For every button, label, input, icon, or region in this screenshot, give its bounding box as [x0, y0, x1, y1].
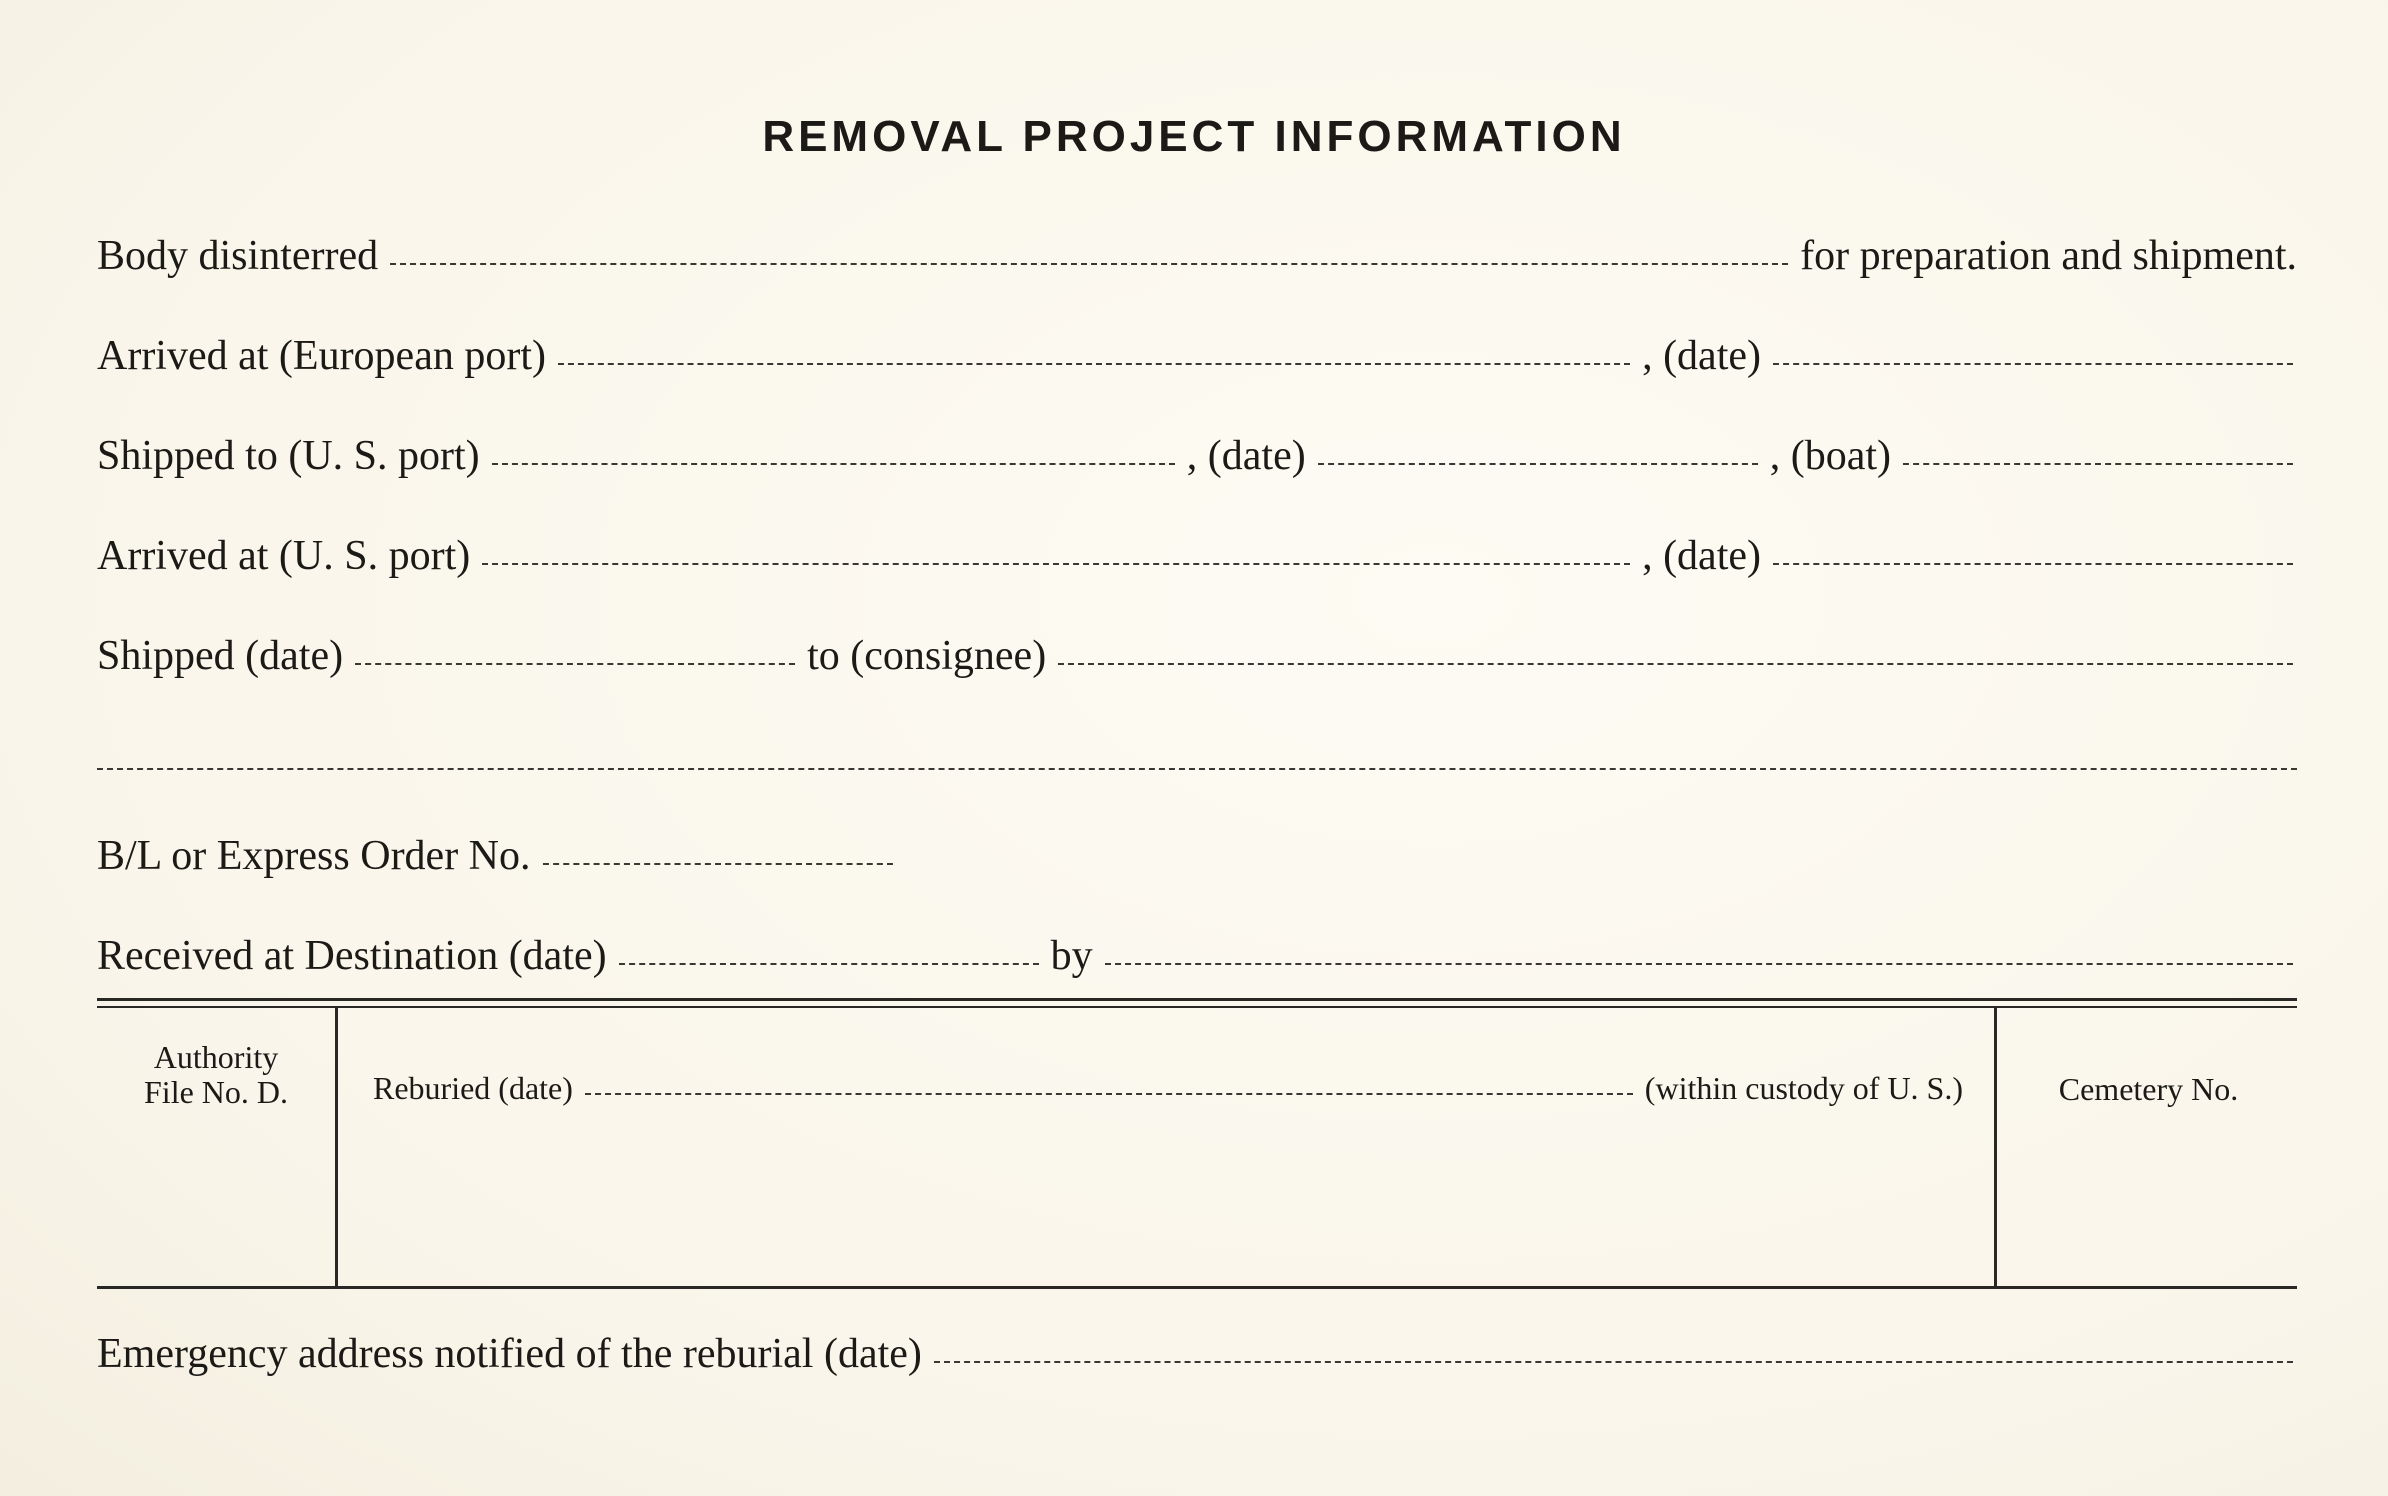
arrived-us-date-field[interactable]: [1773, 563, 2293, 565]
body-disinterred-suffix: for preparation and shipment.: [1800, 233, 2297, 279]
bl-order-label: B/L or Express Order No.: [97, 833, 531, 879]
column-divider-left: [335, 1008, 338, 1286]
arrived-european-row: [97, 332, 2297, 380]
emergency-label: Emergency address notified of the reburial (date): [97, 1331, 922, 1377]
shipped-date-row: [97, 632, 2297, 680]
consignee-field[interactable]: [1058, 663, 2293, 665]
consignee-continuation-field[interactable]: [97, 768, 2297, 770]
body-disinterred-label: Body disinterred: [97, 233, 379, 279]
custody-label: (within custody of U. S.): [1644, 1070, 1963, 1106]
shipped-date-field[interactable]: [355, 663, 795, 665]
received-label: Received at Destination (date): [97, 933, 607, 979]
authority-label-line1: Authority: [153, 1039, 279, 1075]
column-divider-right: [1994, 1008, 1997, 1286]
body-disinterred-field[interactable]: [390, 263, 1788, 265]
us-port-field[interactable]: [492, 463, 1175, 465]
boat-field[interactable]: [1903, 463, 2293, 465]
arrived-european-date-field[interactable]: [1773, 363, 2293, 365]
cemetery-no-label: Cemetery No.: [2058, 1071, 2239, 1107]
received-row: [97, 932, 2297, 980]
shipped-date-label: Shipped (date): [97, 633, 344, 679]
authority-file-label: [110, 1040, 322, 1110]
arrived-us-row: [97, 532, 2297, 580]
bl-order-field[interactable]: [543, 863, 893, 865]
authority-label-line2: File No. D.: [144, 1074, 288, 1110]
bl-order-row: [97, 832, 2297, 880]
reburied-date-field[interactable]: [585, 1093, 1633, 1095]
shipped-us-date-label: , (date): [1186, 433, 1306, 479]
arrived-european-label: Arrived at (European port): [97, 333, 546, 379]
arrived-us-date-label: , (date): [1642, 533, 1761, 579]
consignee-label: to (consignee): [807, 633, 1047, 679]
emergency-row: [97, 1330, 2297, 1378]
received-by-field[interactable]: [1105, 963, 2293, 965]
received-by-label: by: [1050, 933, 1093, 979]
arrived-us-port-field[interactable]: [482, 563, 1630, 565]
received-date-field[interactable]: [619, 963, 1039, 965]
table-top-rule: [97, 998, 2297, 1008]
arrived-european-date-label: , (date): [1642, 333, 1761, 379]
table-bottom-rule: [97, 1286, 2297, 1289]
reburied-row: [373, 1070, 1963, 1107]
european-port-field[interactable]: [558, 363, 1630, 365]
form-title: REMOVAL PROJECT INFORMATION: [762, 112, 1626, 161]
emergency-date-field[interactable]: [934, 1361, 2293, 1363]
shipped-us-label: Shipped to (U. S. port): [97, 433, 480, 479]
arrived-us-label: Arrived at (U. S. port): [97, 533, 471, 579]
body-disinterred-row: [97, 232, 2297, 280]
shipped-us-date-field[interactable]: [1318, 463, 1758, 465]
reburied-label: Reburied (date): [373, 1070, 573, 1106]
shipped-us-row: [97, 432, 2297, 480]
shipped-us-boat-label: , (boat): [1769, 433, 1891, 479]
